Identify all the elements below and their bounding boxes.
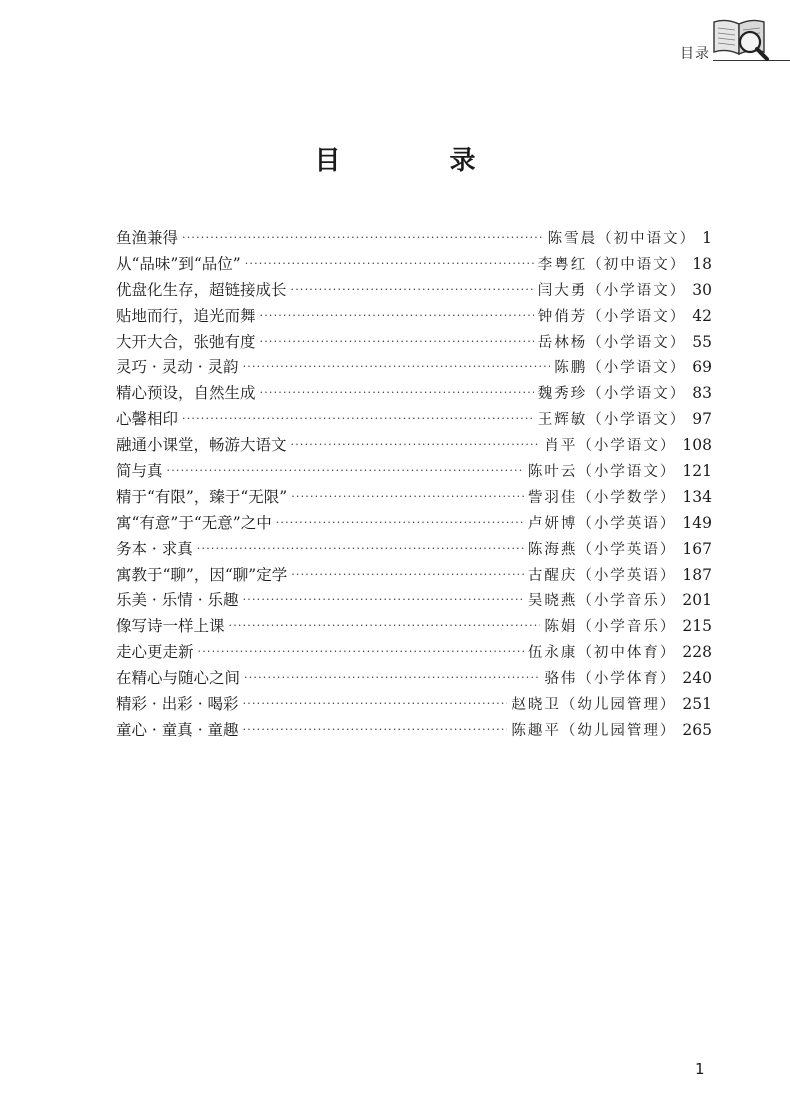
- toc-entry-title: 简与真: [116, 462, 163, 481]
- toc-entry-author: 吴晓燕（小学音乐）: [527, 593, 677, 610]
- toc-entry-author: 岳林杨（小学语文）: [537, 334, 687, 351]
- toc-entry-page: 1: [702, 229, 712, 247]
- toc-entry-page: 121: [682, 462, 712, 481]
- book-magnifier-icon: [710, 8, 772, 64]
- toc-entry-title: 从“品味”到“品位”: [116, 254, 241, 273]
- toc-entry: [116, 407, 712, 433]
- toc-entry-title: 融通小课堂，畅游大语文: [116, 436, 287, 455]
- toc-entry-page: 149: [682, 513, 712, 532]
- toc-entry: [116, 692, 712, 718]
- toc-entry: [116, 614, 712, 640]
- toc-entry-author: 王辉敏（小学语文）: [537, 412, 687, 429]
- dot-leader: [243, 691, 508, 717]
- toc-entry-page: 97: [692, 410, 712, 429]
- toc-entry: [116, 485, 712, 511]
- header-label: 目录: [680, 46, 710, 62]
- toc-entry-page: 55: [692, 332, 712, 351]
- toc-entry-author: 闫大勇（小学语文）: [537, 282, 687, 299]
- toc-entry-title: 灵巧 · 灵动 · 灵韵: [116, 358, 239, 377]
- toc-entry-author: 陈雪晨（初中语文）: [547, 231, 697, 247]
- dot-leader: [260, 303, 534, 329]
- toc-entry-title: 心馨相印: [116, 410, 179, 429]
- page-number: 1: [695, 1060, 705, 1078]
- toc-entry-page: 69: [692, 358, 712, 377]
- toc-entry-author: 魏秀珍（小学语文）: [537, 386, 687, 403]
- toc-entry: [116, 666, 712, 692]
- toc-entry-author: 陈叶云（小学语文）: [527, 464, 677, 481]
- dot-leader: [243, 354, 551, 380]
- toc-entry: [116, 381, 712, 407]
- dot-leader: [167, 458, 524, 484]
- toc-entry-title: 大开大合，张弛有度: [116, 332, 256, 351]
- dot-leader: [243, 587, 524, 613]
- table-of-contents: [116, 226, 712, 744]
- toc-entry-page: 187: [682, 565, 712, 584]
- toc-entry-title: 精彩 · 出彩 · 喝彩: [116, 695, 239, 714]
- dot-leader: [260, 329, 534, 355]
- toc-entry: [116, 433, 712, 459]
- toc-entry: [116, 252, 712, 278]
- toc-entry-author: 古醒庆（小学英语）: [527, 567, 677, 584]
- toc-entry-title: 精心预设，自然生成: [116, 384, 256, 403]
- toc-entry-title: 优盘化生存，超链接成长: [116, 280, 287, 299]
- dot-leader: [291, 562, 524, 588]
- toc-entry: [116, 511, 712, 537]
- dot-leader: [229, 613, 541, 639]
- toc-entry-page: 251: [682, 695, 712, 714]
- toc-entry-page: 215: [682, 617, 712, 636]
- toc-entry: [116, 537, 712, 563]
- toc-entry: [116, 330, 712, 356]
- dot-leader: [291, 432, 541, 458]
- dot-leader: [244, 665, 540, 691]
- toc-entry-title: 寓“有意”于“无意”之中: [116, 513, 272, 532]
- toc-entry: [116, 459, 712, 485]
- toc-entry-title: 童心 · 童真 · 童趣: [116, 720, 239, 739]
- toc-entry-title: 乐美 · 乐情 · 乐趣: [116, 591, 239, 610]
- toc-entry-author: 李粤红（初中语文）: [537, 256, 687, 273]
- dot-leader: [197, 536, 524, 562]
- toc-entry-page: 42: [692, 306, 712, 325]
- dot-leader: [291, 277, 534, 303]
- toc-entry-author: 訾羽佳（小学数学）: [527, 489, 677, 506]
- toc-entry-page: 240: [682, 669, 712, 688]
- dot-leader: [182, 406, 534, 432]
- dot-leader: [245, 251, 534, 277]
- dot-leader: [276, 510, 524, 536]
- toc-entry-author: 赵晓卫（幼儿园管理）: [511, 697, 677, 714]
- dot-leader: [182, 225, 544, 251]
- page-title: 目 录: [314, 146, 526, 176]
- toc-entry-page: 83: [692, 384, 712, 403]
- toc-entry-page: 18: [692, 254, 712, 273]
- toc-entry-title: 走心更走新: [116, 643, 194, 662]
- toc-entry-page: 265: [682, 720, 712, 739]
- toc-entry: [116, 226, 712, 252]
- toc-entry: [116, 718, 712, 744]
- toc-entry-author: 钟俏芳（小学语文）: [537, 308, 687, 325]
- toc-entry: [116, 588, 712, 614]
- toc-entry-page: 30: [692, 280, 712, 299]
- toc-entry-page: 167: [682, 539, 712, 558]
- toc-entry: [116, 563, 712, 589]
- toc-entry-title: 贴地而行，追光而舞: [116, 306, 256, 325]
- toc-entry-author: 卢妍博（小学英语）: [527, 515, 677, 532]
- toc-entry-title: 在精心与随心之间: [116, 669, 241, 688]
- toc-entry: [116, 304, 712, 330]
- toc-entry-title: 寓教于“聊”，因“聊”定学: [116, 565, 288, 584]
- toc-entry-title: 精于“有限”，臻于“无限”: [116, 487, 288, 506]
- toc-entry-page: 108: [682, 436, 712, 455]
- toc-entry-title: 鱼渔兼得: [116, 229, 179, 247]
- toc-entry-author: 骆伟（小学体育）: [544, 671, 677, 688]
- toc-entry-title: 务本 · 求真: [116, 539, 193, 558]
- toc-entry-author: 陈鹏（小学语文）: [554, 360, 687, 377]
- toc-entry: [116, 640, 712, 666]
- toc-entry-author: 肖平（小学语文）: [544, 438, 677, 455]
- toc-entry: [116, 278, 712, 304]
- dot-leader: [260, 380, 534, 406]
- toc-entry-author: 伍永康（初中体育）: [527, 645, 677, 662]
- toc-entry-page: 201: [682, 591, 712, 610]
- toc-entry-page: 228: [682, 643, 712, 662]
- dot-leader: [198, 639, 524, 665]
- toc-entry: [116, 355, 712, 381]
- toc-entry-page: 134: [682, 487, 712, 506]
- toc-entry-author: 陈趣平（幼儿园管理）: [511, 722, 677, 739]
- dot-leader: [243, 717, 508, 743]
- toc-entry-author: 陈娟（小学音乐）: [544, 619, 677, 636]
- dot-leader: [291, 484, 524, 510]
- toc-entry-author: 陈海燕（小学英语）: [527, 541, 677, 558]
- toc-entry-title: 像写诗一样上课: [116, 617, 225, 636]
